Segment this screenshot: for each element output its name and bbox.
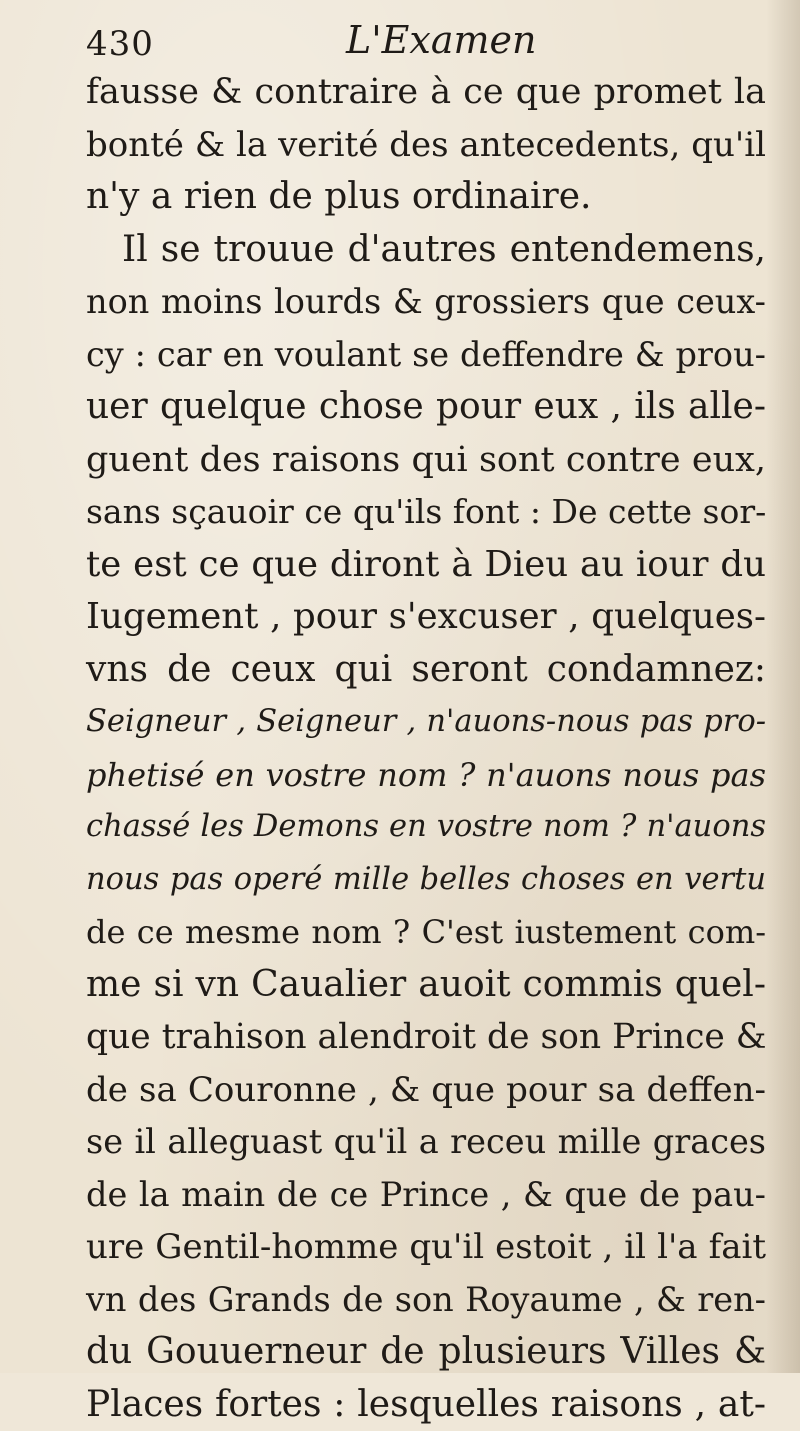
text-line: uer quelque chose pour eux , ils alle- <box>86 381 766 434</box>
text-line: de sa Couronne , & que pour sa deffen- <box>86 1064 766 1117</box>
text-line: se il alleguast qu'il a receu mille graces <box>86 1116 766 1169</box>
text-line: te est ce que diront à Dieu au iour du <box>86 539 766 592</box>
text-line-italic: chassé les Demons en vostre nom ? n'auons <box>86 801 766 854</box>
page-header <box>86 14 766 74</box>
text-line: vn des Grands de son Royaume , & ren- <box>86 1274 766 1327</box>
text-line: ure Gentil-homme qu'il estoit , il l'a fait <box>86 1221 766 1274</box>
text-line-italic: phetisé en vostre nom ? n'auons nous pas <box>86 749 766 802</box>
text-line: sans sçauoir ce qu'ils font : De cette sor- <box>86 486 766 539</box>
text-line: du Gouuerneur de plusieurs Villes & <box>86 1326 766 1379</box>
text-line: Places fortes : lesquelles raisons , at- <box>86 1379 766 1431</box>
text-line: fausse & contraire à ce que promet la <box>86 66 766 119</box>
text-line: de la main de ce Prince , & que de pau- <box>86 1169 766 1222</box>
text-line: n'y a rien de plus ordinaire. <box>86 171 766 224</box>
running-title: L'Examen <box>346 18 537 62</box>
text-line: vns de ceux qui seront condamnez: <box>86 644 766 697</box>
text-line: bonté & la verité des antecedents, qu'il <box>86 119 766 172</box>
body-text <box>86 66 766 1431</box>
text-line-italic: nous pas operé mille belles choses en vertu <box>86 854 766 907</box>
text-line: guent des raisons qui sont contre eux, <box>86 434 766 487</box>
page-edge-shadow <box>766 0 800 1373</box>
text-line: de ce mesme nom ? C'est iustement com- <box>86 906 766 959</box>
page-number: 430 <box>86 24 154 64</box>
text-line: Iugement , pour s'excuser , quelques- <box>86 591 766 644</box>
text-line: cy : car en voulant se deffendre & prou- <box>86 329 766 382</box>
text-line: non moins lourds & grossiers que ceux- <box>86 276 766 329</box>
text-line-italic: Seigneur , Seigneur , n'auons-nous pas pro- <box>86 696 766 749</box>
text-line: Il se trouue d'autres entendemens, <box>86 224 766 277</box>
text-line: me si vn Caualier auoit commis quel- <box>86 959 766 1012</box>
text-line: que trahison alendroit de son Prince & <box>86 1011 766 1064</box>
